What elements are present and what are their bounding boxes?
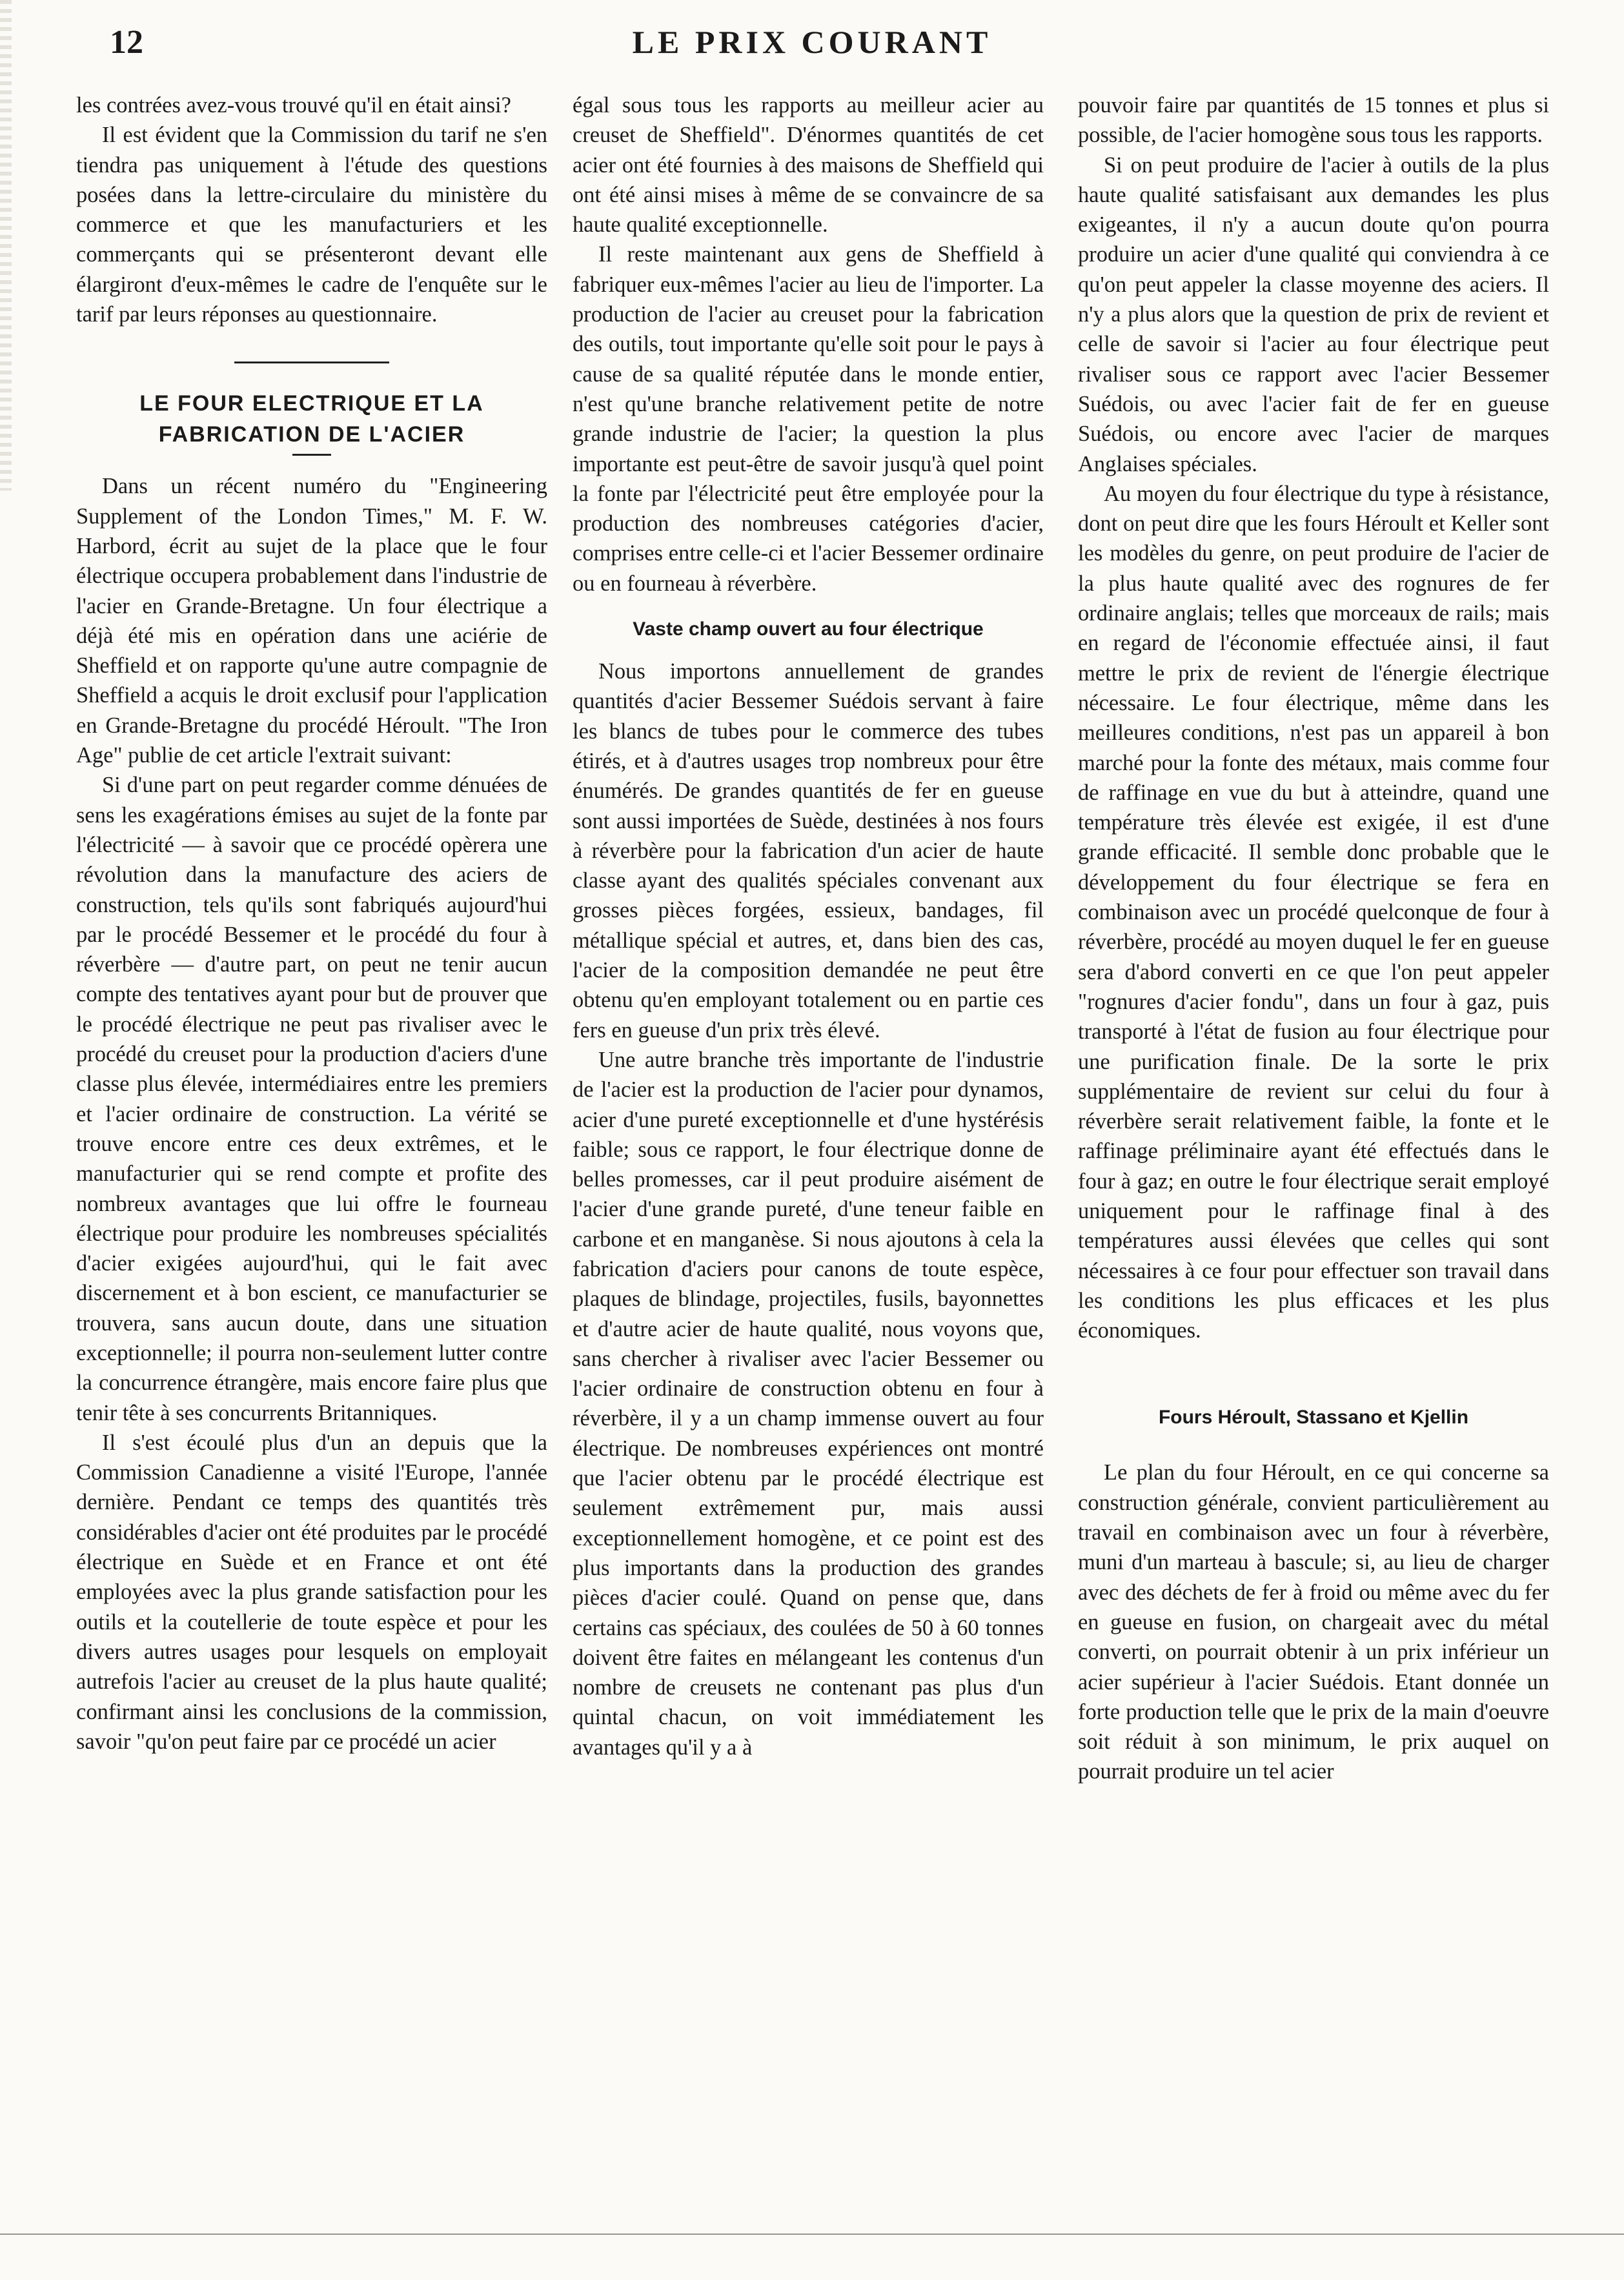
paragraph: Il s'est écoulé plus d'un an depuis que la Commission Canadienne a visité l'Europe, l'année dernière. Pendant ce temps des quantités très considérables d'acier ont été produites par le procédé électrique en Suède et en France et ont été employées avec la plus grande satisfaction pour les outils et la coutellerie de toute espèce et pour les divers autres usages pour lesquels on employait autrefois l'acier au creuset de la plus haute qualité; confirmant ainsi les conclusions de la commission, savoir "qu'on peut faire par ce procédé un acier [76,1430,547,1754]
paragraph: Une autre branche très importante de l'industrie de l'acier est la production de l'acier pour dynamos, acier d'une pureté exceptionnelle et d'une hystérésis faible; sous ce rapport, le four électrique donne de belles promesses, car il peut produire aisément de l'acier d'une grande pureté, d'une teneur faible en carbone et en manganèse. Si nous ajoutons à cela la fabrication d'aciers pour canons de toute espèce, plaques de blindage, projectiles, fusils, bayonnettes et d'autre acier de haute qualité, nous voyons que, sans chercher à rivaliser avec l'acier Bessemer ou l'acier ordinaire de construction obtenu en four à réverbère, il y a un champ immense ouvert au four électrique. De nombreuses expériences ont montré que l'acier obtenu par le procédé électrique est seulement extrêmement pur, mais aussi exceptionnellement homogène, et ce point est des plus importants dans la production des grandes pièces d'acier coulé. Quand on pense que, dans certains cas spéciaux, des coulées de 50 à 60 tonnes doivent être faites en mélangeant les contenus d'un nombre de creusets ne contenant pas plus d'un quintal chacun, on voit immédiatement les avantages qu'il y a à [573,1047,1044,1760]
column-3 [1078,90,1549,2201]
paragraph: égal sous tous les rapports au meilleur acier au creuset de Sheffield". D'énormes quantités de cet acier ont été fournies à des maisons de Sheffield qui ont été ainsi mises à même de se convaincre de sa haute qualité exceptionnelle. [573,93,1044,238]
title-underline [292,454,331,456]
page-header [0,0,1624,71]
paragraph: Si d'une part on peut regarder comme dénuées de sens les exagérations émises au sujet de la fonte par l'électricité — à savoir que ce procédé opèrera une révolution dans la manufacture des aciers de construction, tels qu'ils sont fabriqués aujourd'hui par le procédé Bessemer et le procédé du four à réverbère — d'autre part, on peut ne tenir aucun compte des tentatives ayant pour but de prouver que le procédé électrique ne peut pas rivaliser avec le procédé du creuset pour la production d'aciers d'une classe plus élevée, intermédiaires entre les premiers et l'acier ordinaire de construction. La vérité se trouve encore entre ces deux extrêmes, et le manufacturier qui se rend compte et profite des nombreux avantages que lui offre le fourneau électrique pour produire les nombreuses spécialités d'acier exigées aujourd'hui, qui le fait avec discernement et à bon escient, ce manufacturier se trouvera, sans aucun doute, dans une situation exceptionnelle; il pourra non-seulement lutter contre la concurrence étrangère, mais encore faire plus que tenir tête à ses concurrents Britanniques. [76,773,547,1425]
paragraph: Il reste maintenant aux gens de Sheffield à fabriquer eux-mêmes l'acier au lieu de l'importer. La production de l'acier au creuset pour la fabrication des outils, tout importante qu'elle soit pour le pays à cause de sa qualité réputée dans le monde entier, n'est qu'une branche relativement petite de notre grande industrie de l'acier; la question la plus importante est peut-être de savoir jusqu'à quel point la fonte par l'électricité peut être employée pour la production des nombreuses catégories d'acier, comprises entre celle-ci et l'acier Bessemer ordinaire ou en fourneau à réverbère. [573,242,1044,596]
paragraph: Dans un récent numéro du "Engineering Supplement of the London Times," M. F. W. Harbord, écrit au sujet de la place que le four électrique occupera probablement dans l'industrie de l'acier en Grande-Bretagne. Un four électrique a déjà été mis en opération dans une aciérie de Sheffield et on rapporte qu'une autre compagnie de Sheffield a acquis le droit exclusif pour l'application en Grande-Bretagne du procédé Héroult. "The Iron Age" publie de cet article l'extrait suivant: [76,474,547,768]
scan-edge-marks [0,0,12,491]
journal-title: LE PRIX COURANT [632,24,992,60]
section-title: LE FOUR ELECTRIQUE ET LA FABRICATION DE L'ACIER [139,391,484,447]
column-2 [573,90,1044,2201]
paragraph: les contrées avez-vous trouvé qu'il en était ainsi? [76,93,511,117]
column-1 [76,90,547,2201]
page-number: 12 [110,24,143,61]
section-divider [234,361,389,363]
subheading: Fours Héroult, Stassano et Kjellin [1158,1407,1469,1429]
paragraph: Nous importons annuellement de grandes quantités d'acier Bessemer Suédois servant à faire les blancs de tubes pour le commerce des tubes étirés, et à d'autres usages trop nombreux pour être énumérés. De grandes quantités de fer en gueuse sont aussi importées de Suède, destinées à nos fours à réverbère pour la fabrication d'un acier de haute classe ayant des qualités spéciales convenant aux grosses pièces forgées, essieux, bandages, fil métallique spécial et autres, et, dans bien des cas, l'acier de la composition demandée ne peut être obtenu qu'en employant totalement ou en partie ces fers en gueuse d'un prix très élevé. [573,659,1044,1043]
paragraph: Au moyen du four électrique du type à résistance, dont on peut dire que les fours Héroult et Keller sont les modèles du genre, on peut produire de l'acier de la plus haute qualité avec des rognures de fer ordinaire anglais; telles que morceaux de rails; mais en regard de l'économie effectuée ainsi, il faut mettre le prix de revient de l'énergie électrique nécessaire. Le four électrique, même dans les meilleures conditions, n'est pas un appareil à bon marché pour la fonte des métaux, mais comme four de raffinage en vue du but à atteindre, quand une température très élevée est exigée, il est d'une grande efficacité. Il semble donc probable que le développement du four électrique se fera en combinaison avec un procédé quelconque de four à réverbère, procédé au moyen duquel le fer en gueuse sera d'abord converti en ce que l'on peut appeler "rognures d'acier fondu", dans un four à gaz, puis transporté à l'état de fusion au four électrique pour une purification finale. De la sorte le prix supplémentaire de revient sur celui du four à réverbère serait relativement faible, la fonte et le raffinage préliminaire ayant été effectués dans le four à gaz; en outre le four électrique serait employé uniquement pour le raffinage final à des températures aussi élevées que celles qui sont nécessaires à ce four pour effectuer son travail dans les conditions les plus efficaces et les plus économiques. [1078,481,1549,1343]
subheading: Vaste champ ouvert au four électrique [633,618,984,640]
paragraph: pouvoir faire par quantités de 15 tonnes et plus si possible, de l'acier homogène sous tous les rapports. [1078,93,1549,148]
paragraph: Il est évident que la Commission du tarif ne s'en tiendra pas uniquement à l'étude des questions posées dans la lettre-circulaire du ministère du commerce et que les manufacturiers et les commerçants qui se présenteront devant elle élargiront d'eux-mêmes le cadre de l'enquête sur le tarif par leurs réponses au questionnaire. [76,123,547,327]
paragraph: Le plan du four Héroult, en ce qui concerne sa construction générale, convient particulièrement au travail en combinaison avec un four à réverbère, muni d'un marteau à bascule; si, au lieu de charger avec des déchets de fer à froid ou même avec du fer en gueuse en fusion, on chargeait avec du métal converti, on pourrait obtenir à un prix inférieur un acier supérieur à l'acier Suédois. Etant donnée un forte production telle que le prix de la main d'oeuvre soit réduit à son minimum, le prix auquel on pourrait produire un tel acier [1078,1460,1549,1784]
bottom-rule [0,2234,1624,2235]
paragraph: Si on peut produire de l'acier à outils de la plus haute qualité satisfaisant aux demandes les plus exigeantes, il n'y a aucun doute qu'on pourra produire un acier d'une qualité qui conviendra à ce qu'on peut appeler la classe moyenne des aciers. Il n'y a plus alors que la question de prix de revient et celle de savoir si l'acier au four électrique peut rivaliser sous ce rapport avec l'acier Bessemer Suédois, ou avec l'acier fait de fer en gueuse Suédois, ou encore avec l'acier de marques Anglaises spéciales. [1078,152,1549,476]
